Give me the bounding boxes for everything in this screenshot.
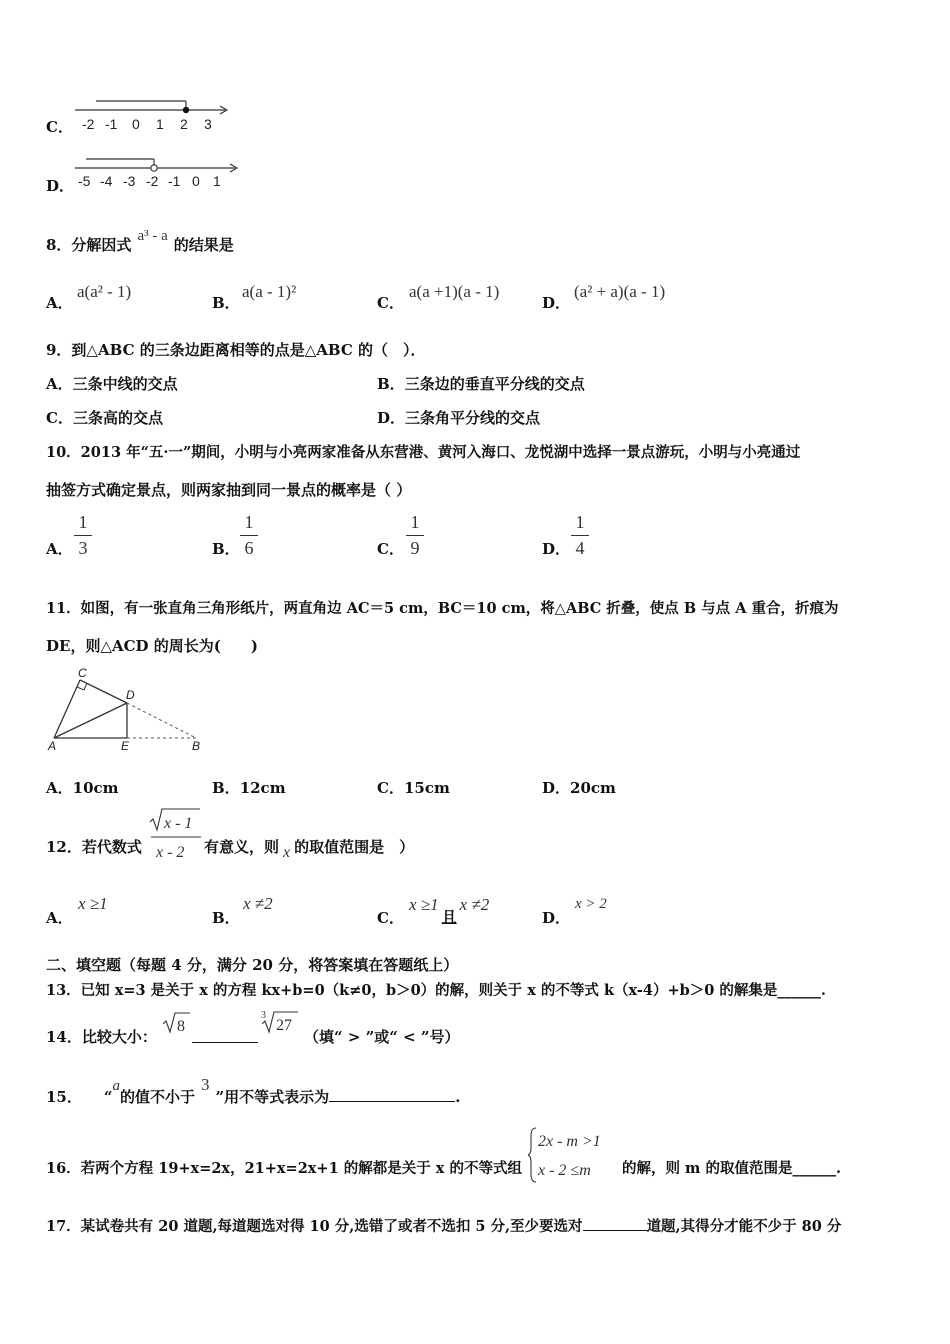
q8-stem (46, 228, 234, 255)
q7c-tick: 3 (204, 116, 212, 132)
q12-c-part1: x ≥1 (409, 895, 439, 914)
denominator: 4 (575, 538, 585, 558)
q9-option-d-text: 三条角平分线的交点 (405, 409, 541, 427)
q10-option-c-fraction (406, 512, 424, 559)
q7d-tick: -4 (100, 173, 113, 189)
q8-suffix: 的结果是 (173, 236, 234, 254)
q12-option-d-label: D． (542, 909, 571, 927)
q11-option-b (212, 777, 286, 798)
q16-ineq1: 2x - m >1 (538, 1133, 601, 1150)
denominator: 9 (410, 538, 420, 558)
q9-option-c-label: C． (46, 409, 73, 427)
q17-prefix: 17．某试卷共有 20 道题,每道题选对得 10 分,选错了或者不选扣 5 分,至少要选对 (46, 1218, 583, 1235)
q7c-tick: -1 (105, 116, 118, 132)
q14-sqrt-8 (162, 1010, 192, 1038)
q15-stem: 15． “a的值不小于3”用不等式表示为 . (46, 1075, 461, 1106)
q14-answer-blank[interactable] (192, 1026, 258, 1043)
q8-expression: a³ - a (137, 228, 168, 244)
numerator: 1 (78, 512, 88, 532)
q12-c-part2: x ≠2 (459, 895, 490, 914)
q8-option-d-text: (a² + a)(a - 1) (574, 282, 666, 301)
q10-option-d-label: D． (542, 540, 571, 558)
q11-stem-line1: 11．如图，有一张直角三角形纸片，两直角边 AC＝5 cm，BC＝10 cm，将△ABC 折叠，使点 B 与点 A 重合，折痕为 (46, 600, 839, 617)
denominator: 3 (78, 538, 88, 558)
q15-close-quote: ” (215, 1088, 225, 1106)
label-e: E (121, 739, 130, 753)
q8-option-a-text: a(a² - 1) (77, 282, 132, 301)
q7c-tick: 0 (132, 116, 140, 132)
q9-option-d-label: D． (377, 409, 406, 427)
q7-option-d-label: D． (46, 177, 75, 195)
q11-option-c (377, 777, 450, 798)
q11-option-a (46, 777, 119, 798)
q16-suffix: 的解，则 m 的取值范围是______. (622, 1160, 841, 1177)
q7c-tick: 2 (180, 116, 188, 132)
q11-option-d-text: 20cm (570, 779, 616, 797)
q9-option-b-label: B． (377, 375, 405, 393)
q7-option-c-number-line (70, 96, 240, 136)
q7d-tick: -3 (123, 173, 136, 189)
q8-option-c-text: a(a +1)(a - 1) (409, 282, 500, 301)
q7c-tick: -2 (82, 116, 95, 132)
q12-numerator: x - 1 (164, 815, 193, 832)
section-heading: 二、填空题（每题 4 分，满分 20 分，将答案填在答题纸上） (46, 956, 459, 974)
numerator: 1 (410, 512, 420, 532)
numerator: 1 (575, 512, 585, 532)
q15-var: a (112, 1078, 121, 1094)
q7d-tick: -1 (168, 173, 181, 189)
q12-option-b-text: x ≠2 (243, 894, 273, 913)
q8-option-b-text: a(a - 1)² (242, 282, 297, 301)
q10-option-d-fraction (571, 512, 589, 559)
q15-answer-blank[interactable] (329, 1087, 455, 1102)
q7d-tick: 1 (213, 173, 221, 189)
q12-denominator: x - 2 (156, 844, 185, 861)
q11-option-b-label: B． (212, 779, 240, 797)
q17-stem (46, 1215, 841, 1236)
q7-option-d-number-line (70, 153, 250, 193)
q12-var: x (283, 844, 291, 861)
q7d-tick: -5 (78, 173, 91, 189)
q15-prefix: 15． (46, 1088, 82, 1106)
q8-option-d-label: D． (542, 294, 571, 312)
q12-stem-rest (204, 836, 415, 861)
q12-option-b-label: B． (212, 909, 240, 927)
q11-option-c-label: C． (377, 779, 404, 797)
q10-stem-line2: 抽签方式确定景点，则两家抽到同一景点的概率是（ ） (46, 481, 412, 499)
q12-c-conj: 且 (441, 908, 457, 926)
q14-root-index: 3 (261, 1010, 266, 1021)
q11-stem-line2: DE，则△ACD 的周长为( ) (46, 637, 258, 655)
q17-answer-blank[interactable] (583, 1216, 647, 1231)
q10-option-b-fraction (240, 512, 258, 559)
q9-option-d (377, 407, 540, 428)
q7c-tick: 1 (156, 116, 164, 132)
q14-suffix: （填“ > ”或“ < ”号） (304, 1028, 460, 1046)
q14-prefix: 14．比较大小： (46, 1028, 157, 1046)
q12-suffix: 的取值范围是 ） (294, 838, 415, 856)
q9-stem: 9．到△ABC 的三条边距离相等的点是△ABC 的（ ）． (46, 341, 426, 359)
q15-value: 3 (201, 1075, 210, 1094)
q11-option-d-label: D． (542, 779, 571, 797)
denominator: 6 (244, 538, 254, 558)
q11-option-a-label: A． (46, 779, 73, 797)
q14-cbrt-27 (260, 1008, 300, 1038)
q10-option-b-label: B． (212, 540, 240, 558)
q7d-tick: -2 (146, 173, 159, 189)
q12-option-c-text (409, 894, 490, 926)
q17-suffix: 道题,其得分才能不少于 80 分 (646, 1218, 842, 1235)
q14-left-radicand: 8 (177, 1018, 185, 1035)
q12-option-a-label: A． (46, 909, 73, 927)
q10-option-a-label: A． (46, 540, 73, 558)
q16-prefix: 16．若两个方程 19+x=2x，21+x=2x+1 的解都是关于 x 的不等式组 (46, 1160, 522, 1177)
q11-option-c-text: 15cm (403, 779, 450, 797)
numerator: 1 (244, 512, 254, 532)
q9-option-c (46, 407, 163, 428)
q9-option-a (46, 373, 178, 394)
q7d-tick: 0 (192, 173, 200, 189)
label-b: B (192, 739, 201, 753)
q11-option-b-text: 12cm (239, 779, 286, 797)
q9-option-c-text: 三条高的交点 (72, 409, 163, 427)
q8-prefix: 8．分解因式 (46, 236, 132, 254)
label-a: A (48, 739, 57, 753)
q12-option-a-text: x ≥1 (78, 894, 108, 913)
q11-option-a-text: 10cm (72, 779, 119, 797)
q8-option-a-label: A． (46, 294, 73, 312)
q10-stem-line1: 10．2013 年“五·一”期间，小明与小亮两家准备从东营港、黄河入海口、龙悦湖中选择一景点游玩，小明与小亮通过 (46, 444, 801, 461)
q15-open-quote: “ (103, 1088, 113, 1106)
q9-option-a-text: 三条中线的交点 (72, 375, 178, 393)
q13-text: 13．已知 x=3 是关于 x 的方程 kx+b=0（k≠0，b＞0）的解，则关于 x 的不等式 k（x-4）+b＞0 的解集是______. (46, 982, 826, 999)
q8-option-b-label: B． (212, 294, 240, 312)
q15-mid: 的值不小于 (120, 1088, 196, 1106)
q16-ineq2: x - 2 ≤m (538, 1162, 591, 1179)
q12-option-d-text: x > 2 (575, 896, 607, 912)
label-d: D (126, 688, 135, 702)
q8-option-c-label: C． (377, 294, 404, 312)
q9-option-b (377, 373, 585, 394)
q11-option-d (542, 777, 616, 798)
q12-middle: 有意义，则 (204, 838, 280, 856)
q10-option-a-fraction (74, 512, 92, 559)
q14-right-radicand: 27 (276, 1017, 292, 1034)
q11-triangle-figure (44, 664, 214, 756)
q12-option-c-label: C． (377, 909, 404, 927)
q12-prefix: 12．若代数式 (46, 838, 142, 856)
q7-option-c-label: C． (46, 118, 73, 136)
q15-suffix: 用不等式表示为 (224, 1088, 330, 1106)
q9-option-a-label: A． (46, 375, 73, 393)
q12-fraction (148, 806, 204, 864)
q10-option-c-label: C． (377, 540, 404, 558)
q16-inequality-system (528, 1126, 618, 1184)
q9-option-b-text: 三条边的垂直平分线的交点 (404, 375, 585, 393)
label-c: C (78, 666, 87, 680)
